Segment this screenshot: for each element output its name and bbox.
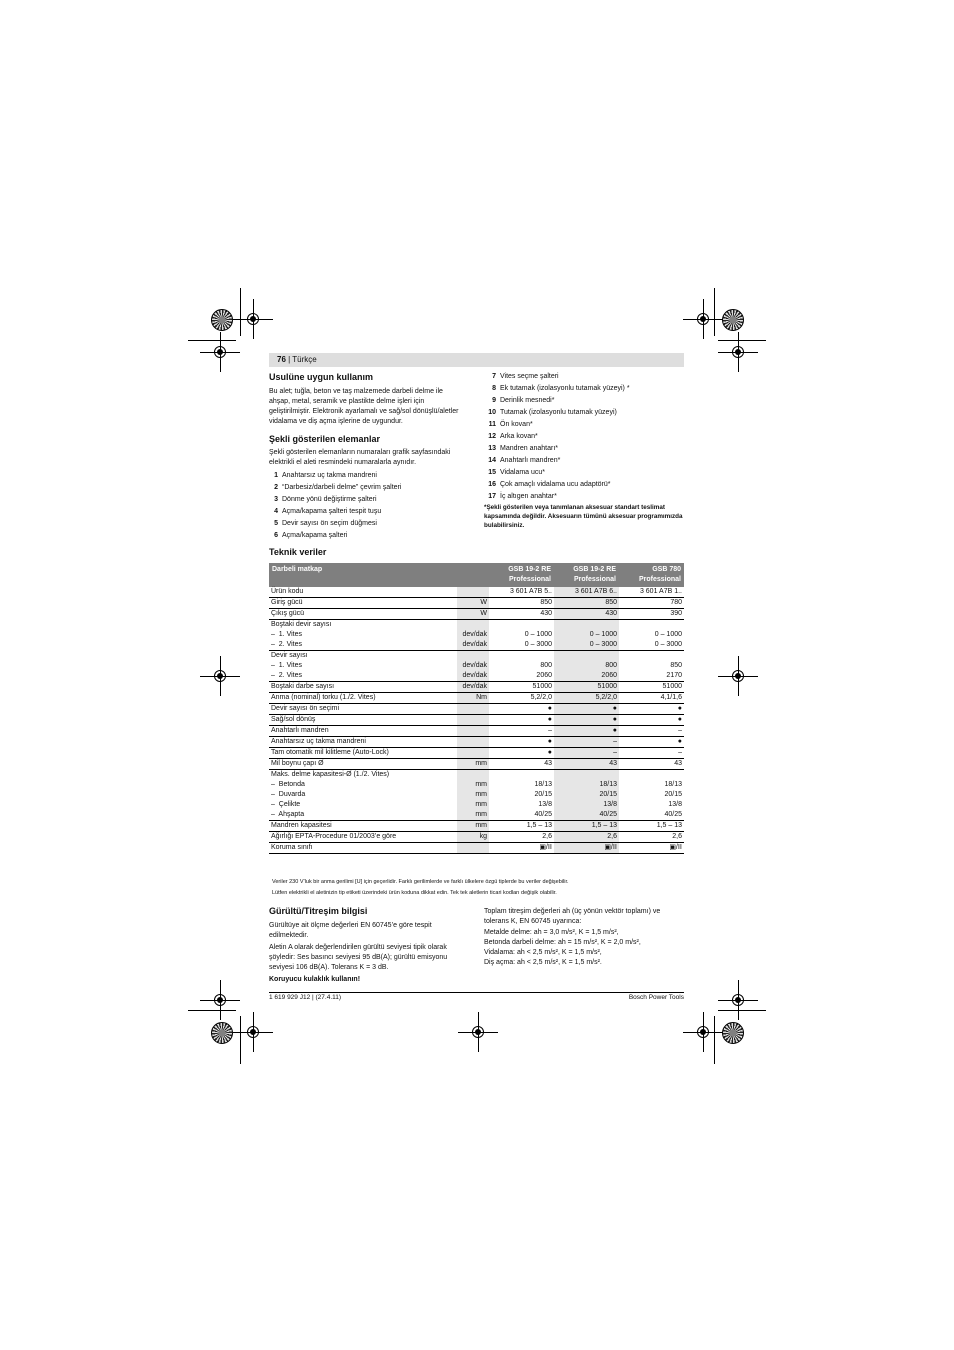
registration-mark-icon xyxy=(200,656,240,696)
section-title-intended-use: Usulüne uygun kullanım xyxy=(269,372,374,382)
table-row xyxy=(269,682,684,693)
footer-brand: Bosch Power Tools xyxy=(628,994,684,1001)
table-row xyxy=(269,759,684,770)
list-item xyxy=(482,443,687,455)
table-cell: ▣/ⅠⅠ xyxy=(554,843,619,854)
list-item xyxy=(264,482,464,494)
table-cell: Nm xyxy=(457,693,489,704)
list-item xyxy=(264,506,464,518)
item-number: 5 xyxy=(274,520,278,527)
item-number: 10 xyxy=(488,409,496,416)
table-cell: ● xyxy=(619,737,684,748)
table-row xyxy=(269,832,684,843)
footer-doc-number: 1 619 929 J12 | (27.4.11) xyxy=(269,994,342,1001)
table-cell: 780 xyxy=(619,598,684,609)
table-row xyxy=(269,770,684,821)
list-item xyxy=(482,479,687,491)
color-rosette-icon xyxy=(211,1022,233,1044)
page-header: 76 | Türkçe xyxy=(269,353,684,367)
section-title-technical-data: Teknik veriler xyxy=(269,547,327,557)
table-cell: 2,6 xyxy=(489,832,554,843)
table-cell: 5,2/2,0 xyxy=(489,693,554,704)
table-row xyxy=(269,587,684,598)
table-cell: – xyxy=(554,748,619,759)
table-row xyxy=(269,704,684,715)
table-cell: Koruma sınıfı xyxy=(269,843,457,854)
table-cell: 850 2170 xyxy=(619,651,684,682)
table-cell: ● xyxy=(554,704,619,715)
vibration-screwdriving: Vidalama: ah < 2,5 m/s², K = 1,5 m/s², xyxy=(484,949,602,956)
table-cell: mm mm mm mm xyxy=(457,770,489,821)
crop-mark xyxy=(714,288,715,336)
table-cell: 430 xyxy=(489,609,554,620)
registration-mark-icon xyxy=(200,332,240,372)
list-item xyxy=(264,518,464,530)
table-cell: ● xyxy=(489,704,554,715)
table-cell: ▣/ⅠⅠ xyxy=(619,843,684,854)
item-number: 12 xyxy=(488,433,496,440)
registration-mark-icon xyxy=(718,332,758,372)
registration-mark-icon xyxy=(683,1012,723,1052)
table-cell: ● xyxy=(489,715,554,726)
color-rosette-icon xyxy=(211,309,233,331)
table-cell: 3 601 A7B 5.. xyxy=(489,587,554,598)
table-cell: 51000 xyxy=(489,682,554,693)
table-header-cell: GSB 19-2 RE Professional xyxy=(489,563,554,587)
item-label: Derinlik mesnedi* xyxy=(500,397,555,404)
table-cell: 18/13 20/15 13/8 40/25 xyxy=(619,770,684,821)
table-cell: – xyxy=(619,726,684,737)
item-number: 16 xyxy=(488,481,496,488)
item-number: 13 xyxy=(488,445,496,452)
table-cell: Maks. delme kapasitesi-Ø (1./2. Vites) – Betonda – Duvarda – Çelikte – Ahşapta xyxy=(269,770,457,821)
table-cell: ● xyxy=(554,715,619,726)
table-row xyxy=(269,651,684,682)
table-cell: dev/dak dev/dak xyxy=(457,651,489,682)
table-footnote-voltage: Veriler 230 V’luk bir anma gerilimi [U] için geçerlidir. Farklı gerilimlerde ve farklı ülkelere özgü tiplerde bu veriler değişebilir. xyxy=(272,879,569,885)
table-header-cell: GSB 19-2 RE Professional xyxy=(554,563,619,587)
list-item xyxy=(482,407,687,419)
crop-mark xyxy=(188,340,236,341)
item-label: Çok amaçlı vidalama ucu adaptörü* xyxy=(500,481,611,488)
table-row xyxy=(269,737,684,748)
table-cell: Anma (nominal) torku (1./2. Vites) xyxy=(269,693,457,704)
table-cell xyxy=(457,704,489,715)
table-cell: – xyxy=(489,726,554,737)
vibration-intro: Toplam titreşim değerleri ah (üç yönün vektör toplamı) ve tolerans K, EN 60745 uyarınca: xyxy=(484,908,661,925)
list-item xyxy=(264,530,464,542)
item-number: 11 xyxy=(488,421,496,428)
item-label: Dönme yönü değiştirme şalteri xyxy=(282,496,377,503)
table-cell xyxy=(457,737,489,748)
technical-data-table xyxy=(269,563,684,854)
table-cell: Anahtarlı mandren xyxy=(269,726,457,737)
table-cell: 4,1/1,6 xyxy=(619,693,684,704)
table-cell: – xyxy=(619,748,684,759)
item-label: Anahtarsız uç takma mandreni xyxy=(282,472,377,479)
color-rosette-icon xyxy=(722,309,744,331)
table-cell: ● xyxy=(619,704,684,715)
crop-mark xyxy=(718,1010,766,1011)
crop-mark xyxy=(188,1010,236,1011)
table-cell: mm xyxy=(457,759,489,770)
table-cell: W xyxy=(457,598,489,609)
table-cell: ● xyxy=(554,726,619,737)
table-cell xyxy=(457,587,489,598)
registration-mark-icon xyxy=(718,980,758,1020)
item-label: Mandren anahtarı* xyxy=(500,445,558,452)
page-number: 76 xyxy=(277,355,286,364)
item-label: Vidalama ucu* xyxy=(500,469,546,476)
components-text: Şekli gösterilen elemanların numaraları grafik sayfasındaki elektrikli el aleti resmindeki numaralarla aynıdır. xyxy=(269,449,451,466)
table-row xyxy=(269,620,684,651)
item-label: Açma/kapama şalteri xyxy=(282,532,348,539)
table-cell: Ürün kodu xyxy=(269,587,457,598)
table-cell: 850 xyxy=(489,598,554,609)
item-label: Açma/kapama şalteri tespit tuşu xyxy=(282,508,382,515)
table-cell: 2,6 xyxy=(554,832,619,843)
table-row xyxy=(269,598,684,609)
table-row xyxy=(269,748,684,759)
table-row xyxy=(269,726,684,737)
vibration-tapping: Diş açma: ah < 2,5 m/s², K = 1,5 m/s². xyxy=(484,959,602,966)
item-number: 9 xyxy=(492,397,496,404)
registration-mark-icon xyxy=(683,299,723,339)
table-cell: ● xyxy=(489,748,554,759)
table-footnote-product-code: Lütfen elektrikli el aletinizin tip etiketi üzerindeki ürün koduna dikkat edin. Tek tek aletlerin ticari kodları değişik olabilir. xyxy=(272,890,557,896)
table-cell: kg xyxy=(457,832,489,843)
table-cell: 800 2060 xyxy=(554,651,619,682)
table-cell: 0 – 1000 0 – 3000 xyxy=(554,620,619,651)
table-header-cell: GSB 780 Professional xyxy=(619,563,684,587)
table-cell: 430 xyxy=(554,609,619,620)
table-cell: 850 xyxy=(554,598,619,609)
table-cell: 1,5 – 13 xyxy=(489,821,554,832)
table-cell: 3 601 A7B 1.. xyxy=(619,587,684,598)
table-cell: 2,6 xyxy=(619,832,684,843)
table-cell: 51000 xyxy=(554,682,619,693)
section-title-noise: Gürültü/Titreşim bilgisi xyxy=(269,906,368,916)
table-cell: ▣/ⅠⅠ xyxy=(489,843,554,854)
item-label: Anahtarlı mandren* xyxy=(500,457,561,464)
item-label: Devir sayısı ön seçim düğmesi xyxy=(282,520,377,527)
table-cell: 1,5 – 13 xyxy=(619,821,684,832)
list-item xyxy=(482,419,687,431)
table-cell: ● xyxy=(619,715,684,726)
crop-mark xyxy=(240,1016,241,1064)
components-list xyxy=(264,470,464,542)
table-row xyxy=(269,843,684,854)
item-label: Tutamak (izolasyonlu tutamak yüzeyi) xyxy=(500,409,617,416)
vibration-metal: Metalde delme: ah = 3,0 m/s², K = 1,5 m/s², xyxy=(484,929,619,936)
list-item xyxy=(264,470,464,482)
item-number: 4 xyxy=(274,508,278,515)
table-cell: 390 xyxy=(619,609,684,620)
table-cell: Ağırlığı EPTA-Procedure 01/2003’e göre xyxy=(269,832,457,843)
crop-mark xyxy=(240,288,241,336)
registration-mark-icon xyxy=(458,1012,498,1052)
item-label: Arka kovan* xyxy=(500,433,538,440)
color-rosette-icon xyxy=(722,1022,744,1044)
accessory-note: *Şekli gösterilen veya tanımlanan aksesuar standart teslimat kapsamında değildir. Aksesuarın tümünü aksesuar programımızda bulabilirsiniz. xyxy=(484,504,683,529)
table-cell: W xyxy=(457,609,489,620)
table-cell: Boştaki devir sayısı – 1. Vites – 2. Vites xyxy=(269,620,457,651)
table-cell xyxy=(457,726,489,737)
hearing-protection-warning: Koruyucu kulaklık kullanın! xyxy=(269,976,361,983)
table-cell: 800 2060 xyxy=(489,651,554,682)
item-number: 8 xyxy=(492,385,496,392)
list-item xyxy=(482,467,687,479)
section-title-components: Şekli gösterilen elemanlar xyxy=(269,434,381,444)
list-item xyxy=(482,455,687,467)
item-label: Vites seçme şalteri xyxy=(500,373,559,380)
table-row xyxy=(269,693,684,704)
crop-mark xyxy=(718,340,766,341)
table-cell: 43 xyxy=(489,759,554,770)
item-number: 14 xyxy=(488,457,496,464)
table-cell: Anahtarsız uç takma mandreni xyxy=(269,737,457,748)
item-number: 17 xyxy=(488,493,496,500)
table-header-cell xyxy=(457,563,489,587)
table-cell: 5,2/2,0 xyxy=(554,693,619,704)
table-cell: Devir sayısı ön seçimi xyxy=(269,704,457,715)
list-item xyxy=(482,491,687,503)
table-cell: Sağ/sol dönüş xyxy=(269,715,457,726)
table-cell: Giriş gücü xyxy=(269,598,457,609)
item-number: 2 xyxy=(274,484,278,491)
table-cell: 3 601 A7B 6.. xyxy=(554,587,619,598)
item-label: “Darbesiz/darbeli delme” çevrim şalteri xyxy=(282,484,402,491)
table-cell: 43 xyxy=(554,759,619,770)
table-cell: ● xyxy=(489,737,554,748)
table-cell: Mandren kapasitesi xyxy=(269,821,457,832)
item-label: İç altıgen anahtar* xyxy=(500,493,557,500)
noise-text-1: Gürültüye ait ölçme değerleri EN 60745’e göre tespit edilmektedir. xyxy=(269,922,432,939)
table-cell: dev/dak xyxy=(457,682,489,693)
list-item xyxy=(482,383,687,395)
table-cell xyxy=(457,715,489,726)
table-cell: Mil boynu çapı Ø xyxy=(269,759,457,770)
list-item xyxy=(264,494,464,506)
table-row xyxy=(269,609,684,620)
language-label: Türkçe xyxy=(292,355,317,364)
table-cell: 18/13 20/15 13/8 40/25 xyxy=(489,770,554,821)
item-number: 6 xyxy=(274,532,278,539)
table-cell xyxy=(457,843,489,854)
components-list-continued xyxy=(482,371,687,503)
crop-mark xyxy=(714,1016,715,1064)
table-cell: 43 xyxy=(619,759,684,770)
table-cell: 51000 xyxy=(619,682,684,693)
table-cell xyxy=(457,748,489,759)
footer-rule xyxy=(269,992,684,993)
item-label: Ek tutamak (izolasyonlu tutamak yüzeyi) * xyxy=(500,385,630,392)
table-cell: Tam otomatik mil kilitleme (Auto-Lock) xyxy=(269,748,457,759)
table-cell: – xyxy=(554,737,619,748)
intended-use-text: Bu alet; tuğla, beton ve taş malzemede darbeli delme ile ahşap, metal, seramik ve plastikte delme işleri için geliştirilmiştir. Elektronik ayarlamalı ve sağ/sol dönüşlü/aletler vidalama ve diş açma işlerine de uygundur. xyxy=(269,388,459,425)
list-item xyxy=(482,431,687,443)
item-label: Ön kovan* xyxy=(500,421,533,428)
table-cell: Boştaki darbe sayısı xyxy=(269,682,457,693)
table-cell: Çıkış gücü xyxy=(269,609,457,620)
noise-text-2: Aletin A olarak değerlendirilen gürültü seviyesi tipik olarak şöyledir: Ses basıncı seviyesi 95 dB(A); gürültü emisyonu seviyesi 106 dB(A). Tolerans K = 3 dB. xyxy=(269,944,448,971)
table-row xyxy=(269,715,684,726)
list-item xyxy=(482,395,687,407)
item-number: 15 xyxy=(488,469,496,476)
table-cell: 0 – 1000 0 – 3000 xyxy=(489,620,554,651)
registration-mark-icon xyxy=(233,1012,273,1052)
table-cell: 0 – 1000 0 – 3000 xyxy=(619,620,684,651)
item-number: 3 xyxy=(274,496,278,503)
list-item xyxy=(482,371,687,383)
registration-mark-icon xyxy=(718,656,758,696)
table-header-cell: Darbeli matkap xyxy=(269,563,457,587)
table-cell: Devir sayısı – 1. Vites – 2. Vites xyxy=(269,651,457,682)
vibration-concrete: Betonda darbeli delme: ah = 15 m/s², K = 2,0 m/s², xyxy=(484,939,641,946)
table-row xyxy=(269,821,684,832)
table-cell: 1,5 – 13 xyxy=(554,821,619,832)
table-cell: mm xyxy=(457,821,489,832)
table-cell: 18/13 20/15 13/8 40/25 xyxy=(554,770,619,821)
item-number: 1 xyxy=(274,472,278,479)
table-cell: dev/dak dev/dak xyxy=(457,620,489,651)
item-number: 7 xyxy=(492,373,496,380)
